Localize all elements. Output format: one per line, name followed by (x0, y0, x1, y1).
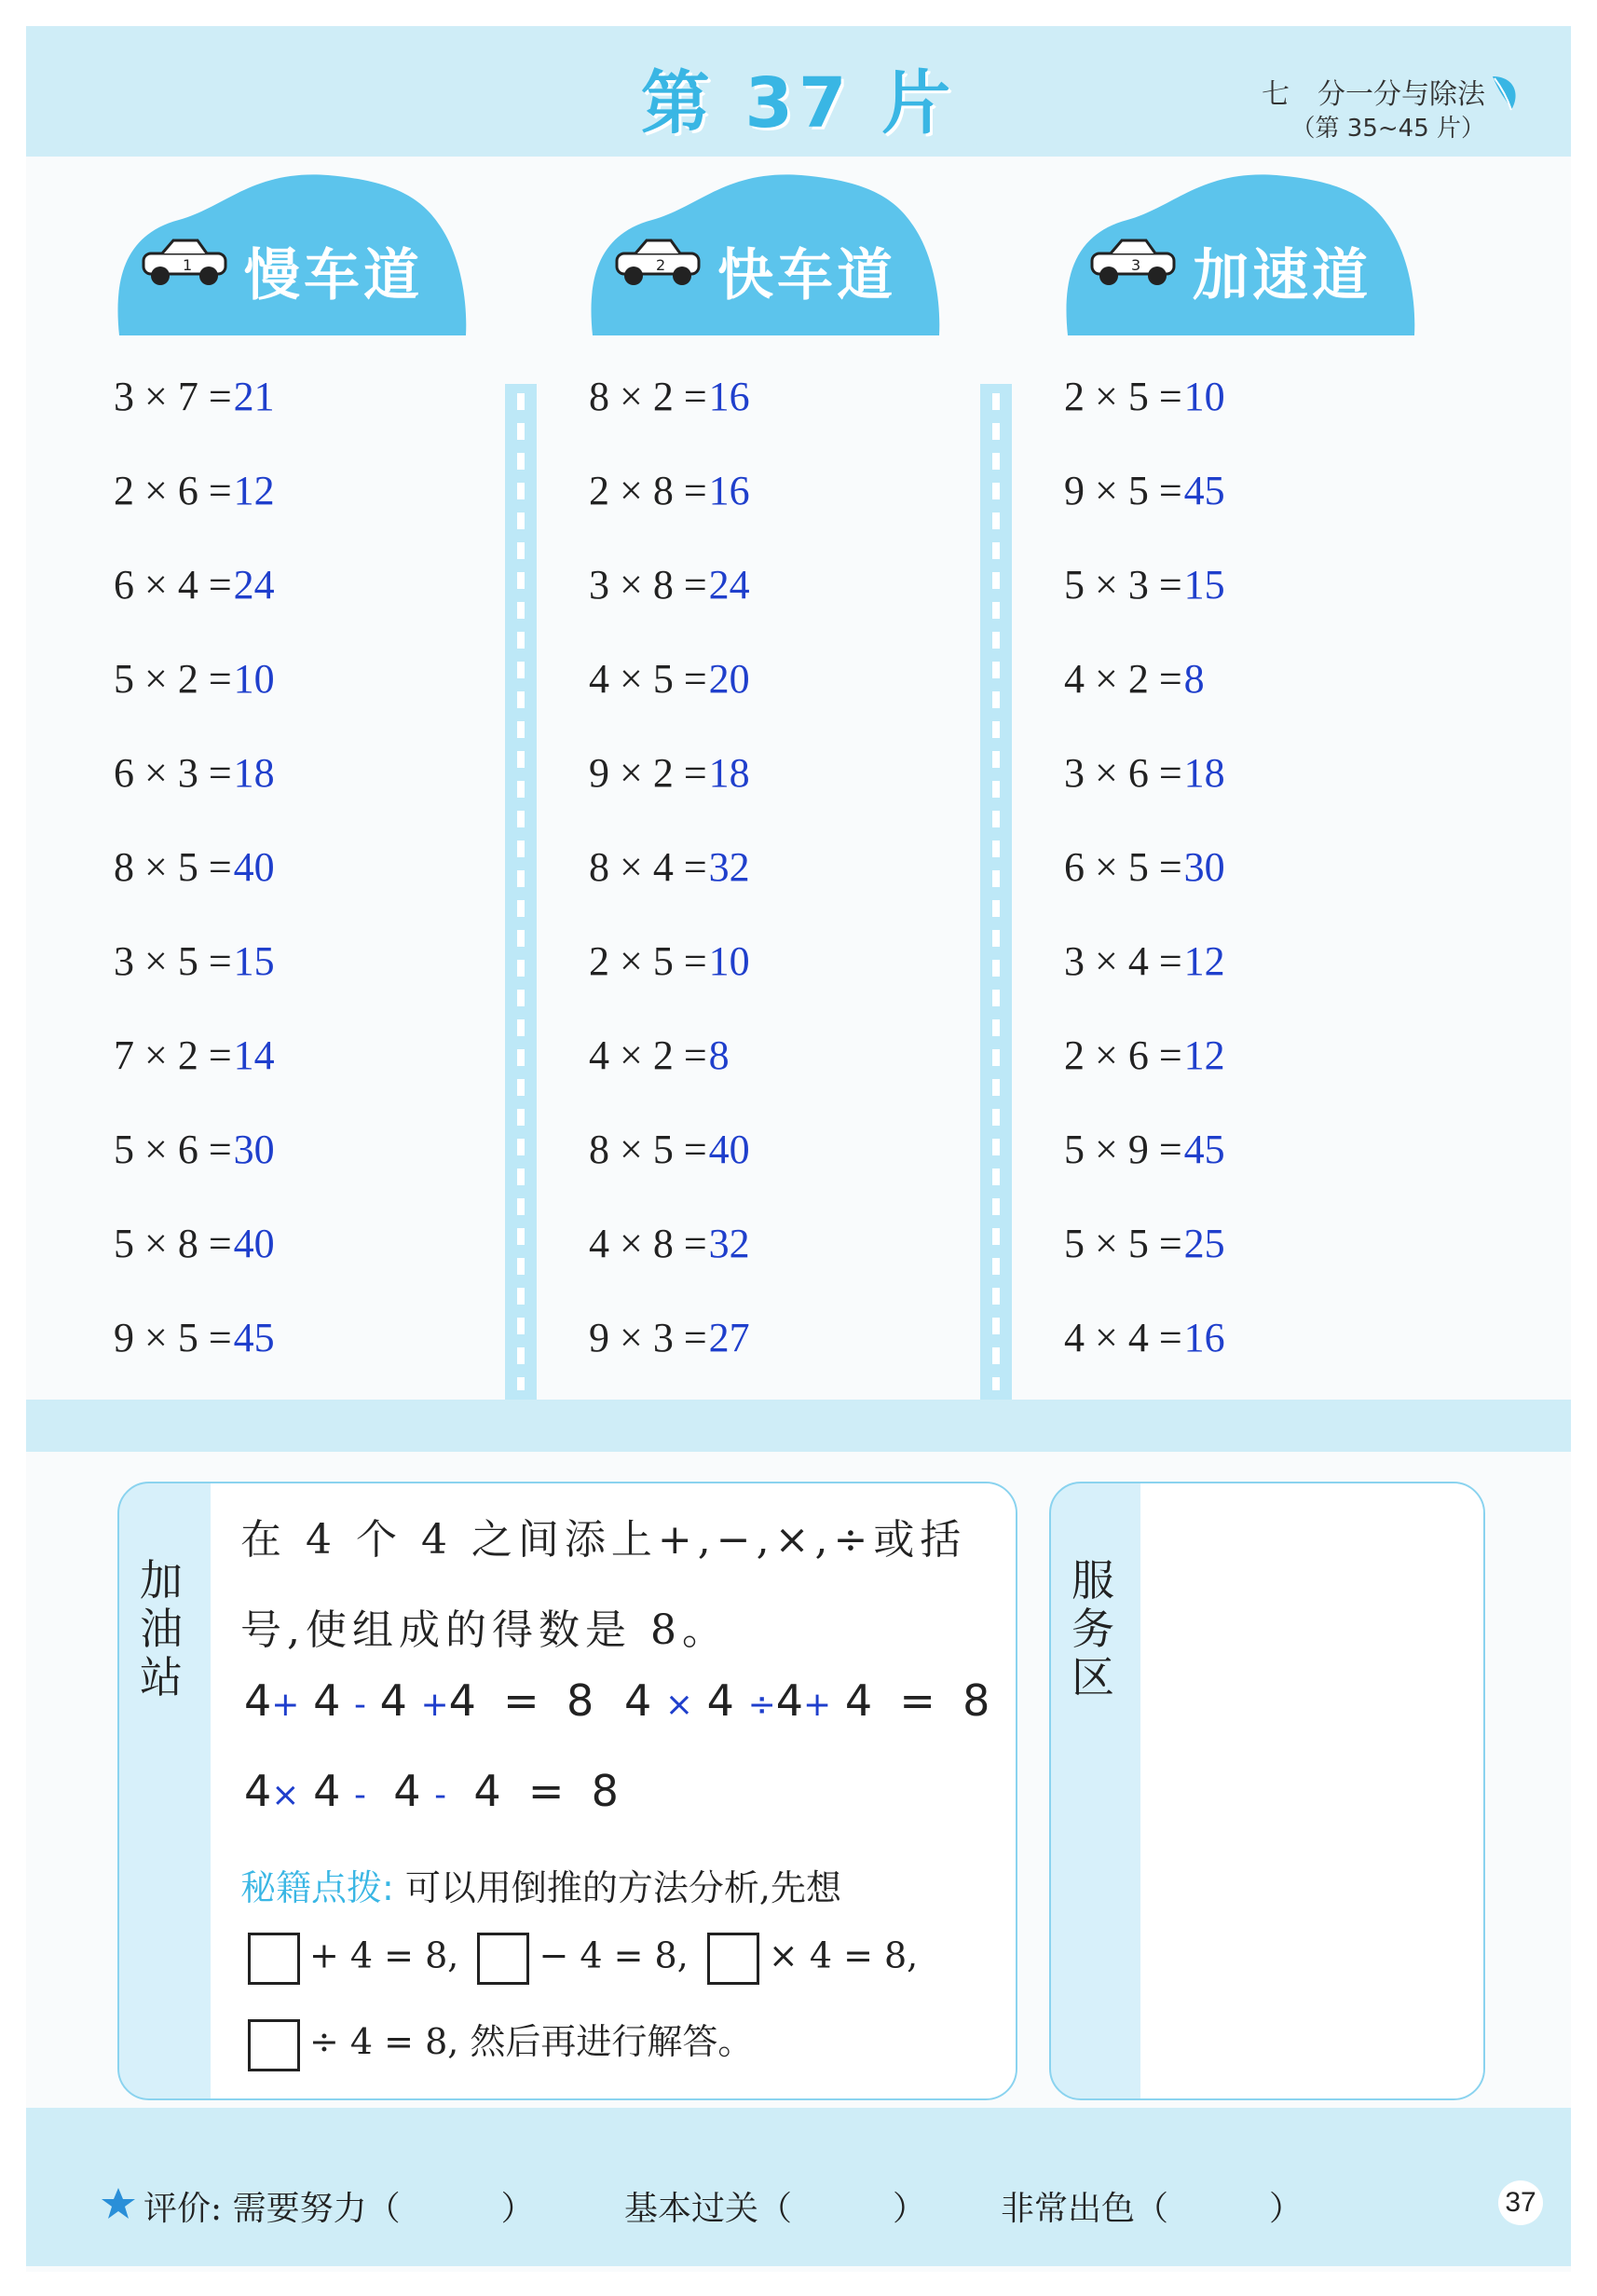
problem-line-2: 号,使组成的得数是 8。 (240, 1606, 729, 1654)
problem-row (1064, 561, 1225, 655)
problem-row (114, 1220, 275, 1314)
lane-header-fast (587, 170, 945, 337)
tip (240, 1859, 841, 1910)
problem-answer: 16 (708, 468, 750, 513)
problem-expression: 2 × 6 = (1064, 1032, 1182, 1078)
problem-row (1064, 1126, 1225, 1220)
problem-expression: 9 × 5 = (114, 1315, 232, 1360)
problem-row (1064, 1314, 1225, 1408)
solution-2 (624, 1675, 990, 1726)
problem-row (589, 749, 750, 843)
tip-text: 可以用倒推的方法分析,先想 (404, 1867, 841, 1908)
problem-answer: 14 (233, 1032, 275, 1078)
problem-expression: 5 × 8 = (114, 1221, 232, 1266)
solution-text: 4 (365, 1675, 421, 1726)
problem-row (114, 467, 275, 561)
problem-answer: 12 (233, 468, 275, 513)
lane-title-accel: 加速道 (1193, 243, 1372, 308)
problem-answer: 24 (233, 562, 275, 608)
middle-band (26, 1400, 1571, 1452)
problem-expression: 2 × 6 = (114, 468, 232, 513)
problem-answer: 15 (1183, 562, 1225, 608)
problem-row (1064, 467, 1225, 561)
problem-row (1064, 373, 1225, 467)
operator-symbol: × (271, 1776, 300, 1814)
problem-answer: 20 (708, 656, 750, 702)
problem-answer: 18 (1183, 750, 1225, 796)
blank-box (248, 2019, 300, 2071)
tip-expr: + 4 = 8, (309, 1934, 459, 1976)
problem-expression: 2 × 8 = (589, 468, 707, 513)
jiayou-label: 加油站 (140, 1555, 183, 1702)
problem-answer: 18 (233, 750, 275, 796)
problem-row (589, 1314, 750, 1408)
problem-answer: 10 (1183, 374, 1225, 419)
problem-row (589, 1126, 750, 1220)
problem-answer: 45 (1183, 468, 1225, 513)
tip-expr: ÷ 4 = 8, 然后再进行解答。 (309, 2021, 754, 2062)
operator-symbol: - (434, 1776, 447, 1814)
problem-expression: 4 × 2 = (589, 1032, 707, 1078)
problem-row (589, 1032, 750, 1126)
solution-text: 4 = 8 (448, 1675, 594, 1726)
problem-row (1064, 749, 1225, 843)
tip-line-3 (248, 2013, 753, 2071)
operator-symbol: + (271, 1686, 300, 1724)
problem-row (1064, 1220, 1225, 1314)
operator-symbol: ÷ (747, 1686, 776, 1724)
eval-option-excellent: 非常出色（ ） (1001, 2190, 1304, 2228)
problem-row (114, 843, 275, 937)
problem-expression: 6 × 5 = (1064, 844, 1182, 890)
blank-box (707, 1933, 759, 1985)
problem-expression: 4 × 4 = (1064, 1315, 1182, 1360)
problem-expression: 8 × 5 = (589, 1127, 707, 1172)
car-number: 2 (656, 256, 666, 274)
race-car-icon (138, 235, 231, 287)
problem-answer: 40 (233, 844, 275, 890)
service-label: 服务区 (1071, 1555, 1114, 1702)
problem-answer: 10 (233, 656, 275, 702)
problem-expression: 3 × 5 = (114, 938, 232, 984)
race-car-icon (611, 235, 704, 287)
problem-answer: 24 (708, 562, 750, 608)
solution-text: 4 (693, 1675, 748, 1726)
service-writing-area (1140, 1483, 1483, 2098)
lane-divider (980, 384, 1012, 1400)
problem-row (589, 373, 750, 467)
blank-box (248, 1933, 300, 1985)
problem-row (589, 937, 750, 1032)
problem-answer: 12 (1183, 1032, 1225, 1078)
problem-answer: 16 (1183, 1315, 1225, 1360)
tip-expr: × 4 = 8, (768, 1934, 919, 1976)
problem-expression: 3 × 8 = (589, 562, 707, 608)
problem-row (589, 561, 750, 655)
tip-line-2 (248, 1933, 918, 1985)
lane-divider (505, 384, 537, 1400)
problem-answer: 30 (233, 1127, 275, 1172)
problem-row (114, 373, 275, 467)
problem-row (1064, 937, 1225, 1032)
problem-row (1064, 843, 1225, 937)
problem-row (114, 749, 275, 843)
page-number: 37 (1498, 2180, 1543, 2225)
problem-row (589, 655, 750, 749)
accel-lane-column (1064, 373, 1225, 1408)
solution-text: 4 (299, 1766, 354, 1816)
evaluation (143, 2182, 535, 2230)
chapter-info (1262, 78, 1485, 145)
solution-text: 4 (365, 1766, 435, 1816)
operator-symbol: × (664, 1686, 694, 1724)
eval-option-basic-pass: 基本过关（ ） (624, 2190, 927, 2228)
lane-header-slow (114, 170, 471, 337)
problem-expression: 9 × 5 = (1064, 468, 1182, 513)
problem-row (589, 467, 750, 561)
operator-symbol: - (353, 1776, 366, 1814)
lane-header-accel (1062, 170, 1420, 337)
solution-text: 4 (244, 1766, 272, 1816)
problem-row (589, 1220, 750, 1314)
solution-text: 4 (299, 1675, 354, 1726)
solution-1 (244, 1675, 594, 1726)
problem-expression: 9 × 2 = (589, 750, 707, 796)
problem-answer: 16 (708, 374, 750, 419)
solution-3 (244, 1766, 619, 1816)
lane-title-fast: 快车道 (717, 243, 896, 308)
problem-row (1064, 1032, 1225, 1126)
problem-answer: 25 (1183, 1221, 1225, 1266)
solution-text: 4 (775, 1675, 804, 1726)
tip-label: 秘籍点拨: (240, 1867, 394, 1908)
problem-row (589, 843, 750, 937)
problem-answer: 21 (233, 374, 275, 419)
problem-expression: 6 × 4 = (114, 562, 232, 608)
tip-expr: − 4 = 8, (539, 1934, 689, 1976)
car-number: 1 (183, 256, 193, 274)
problem-row (114, 1032, 275, 1126)
problem-row (114, 937, 275, 1032)
operator-symbol: + (803, 1686, 832, 1724)
star-icon (101, 2186, 136, 2221)
problem-answer: 27 (708, 1315, 750, 1360)
problem-expression: 4 × 2 = (1064, 656, 1182, 702)
leaf-icon (1487, 73, 1522, 114)
problem-expression: 5 × 5 = (1064, 1221, 1182, 1266)
problem-expression: 8 × 4 = (589, 844, 707, 890)
problem-expression: 2 × 5 = (1064, 374, 1182, 419)
problem-expression: 6 × 3 = (114, 750, 232, 796)
problem-answer: 45 (233, 1315, 275, 1360)
problem-expression: 3 × 6 = (1064, 750, 1182, 796)
page-title: 第 37 片 (640, 63, 957, 144)
slow-lane-column (114, 373, 275, 1408)
car-number: 3 (1131, 256, 1141, 274)
problem-expression: 4 × 5 = (589, 656, 707, 702)
eval-label: 评价: (143, 2190, 223, 2228)
problem-answer: 32 (708, 844, 750, 890)
problem-expression: 8 × 2 = (589, 374, 707, 419)
problem-answer: 32 (708, 1221, 750, 1266)
solution-text: 4 (624, 1675, 665, 1726)
problem-answer: 18 (708, 750, 750, 796)
problem-row (114, 1126, 275, 1220)
problem-answer: 8 (708, 1032, 730, 1078)
problem-expression: 5 × 3 = (1064, 562, 1182, 608)
solution-text: 4 = 8 (446, 1766, 619, 1816)
problem-answer: 45 (1183, 1127, 1225, 1172)
problem-row (1064, 655, 1225, 749)
eval-option-need-effort: 需要努力（ ） (232, 2190, 535, 2228)
problem-expression: 8 × 5 = (114, 844, 232, 890)
operator-symbol: - (353, 1686, 366, 1724)
problem-expression: 5 × 2 = (114, 656, 232, 702)
problem-row (114, 1314, 275, 1408)
problem-answer: 40 (233, 1221, 275, 1266)
problem-row (114, 561, 275, 655)
problem-expression: 3 × 4 = (1064, 938, 1182, 984)
problem-expression: 4 × 8 = (589, 1221, 707, 1266)
problem-line-1: 在 4 个 4 之间添上+,−,×,÷或括 (240, 1516, 967, 1564)
chapter-range: （第 35~45 片） (1290, 115, 1485, 143)
problem-answer: 10 (708, 938, 750, 984)
fast-lane-column (589, 373, 750, 1408)
problem-expression: 5 × 9 = (1064, 1127, 1182, 1172)
problem-answer: 40 (708, 1127, 750, 1172)
problem-row (114, 655, 275, 749)
blank-box (477, 1933, 529, 1985)
problem-answer: 30 (1183, 844, 1225, 890)
solution-text: 4 (244, 1675, 272, 1726)
solution-text: 4 = 8 (831, 1675, 990, 1726)
problem-statement (240, 1495, 986, 1675)
problem-answer: 8 (1183, 656, 1205, 702)
chapter-title: 七 分一分与除法 (1262, 78, 1485, 111)
lane-title-slow: 慢车道 (244, 243, 423, 308)
problem-expression: 2 × 5 = (589, 938, 707, 984)
operator-symbol: + (420, 1686, 449, 1724)
problem-answer: 12 (1183, 938, 1225, 984)
problem-expression: 7 × 2 = (114, 1032, 232, 1078)
problem-answer: 15 (233, 938, 275, 984)
problem-expression: 5 × 6 = (114, 1127, 232, 1172)
problem-expression: 9 × 3 = (589, 1315, 707, 1360)
race-car-icon (1086, 235, 1180, 287)
problem-expression: 3 × 7 = (114, 374, 232, 419)
